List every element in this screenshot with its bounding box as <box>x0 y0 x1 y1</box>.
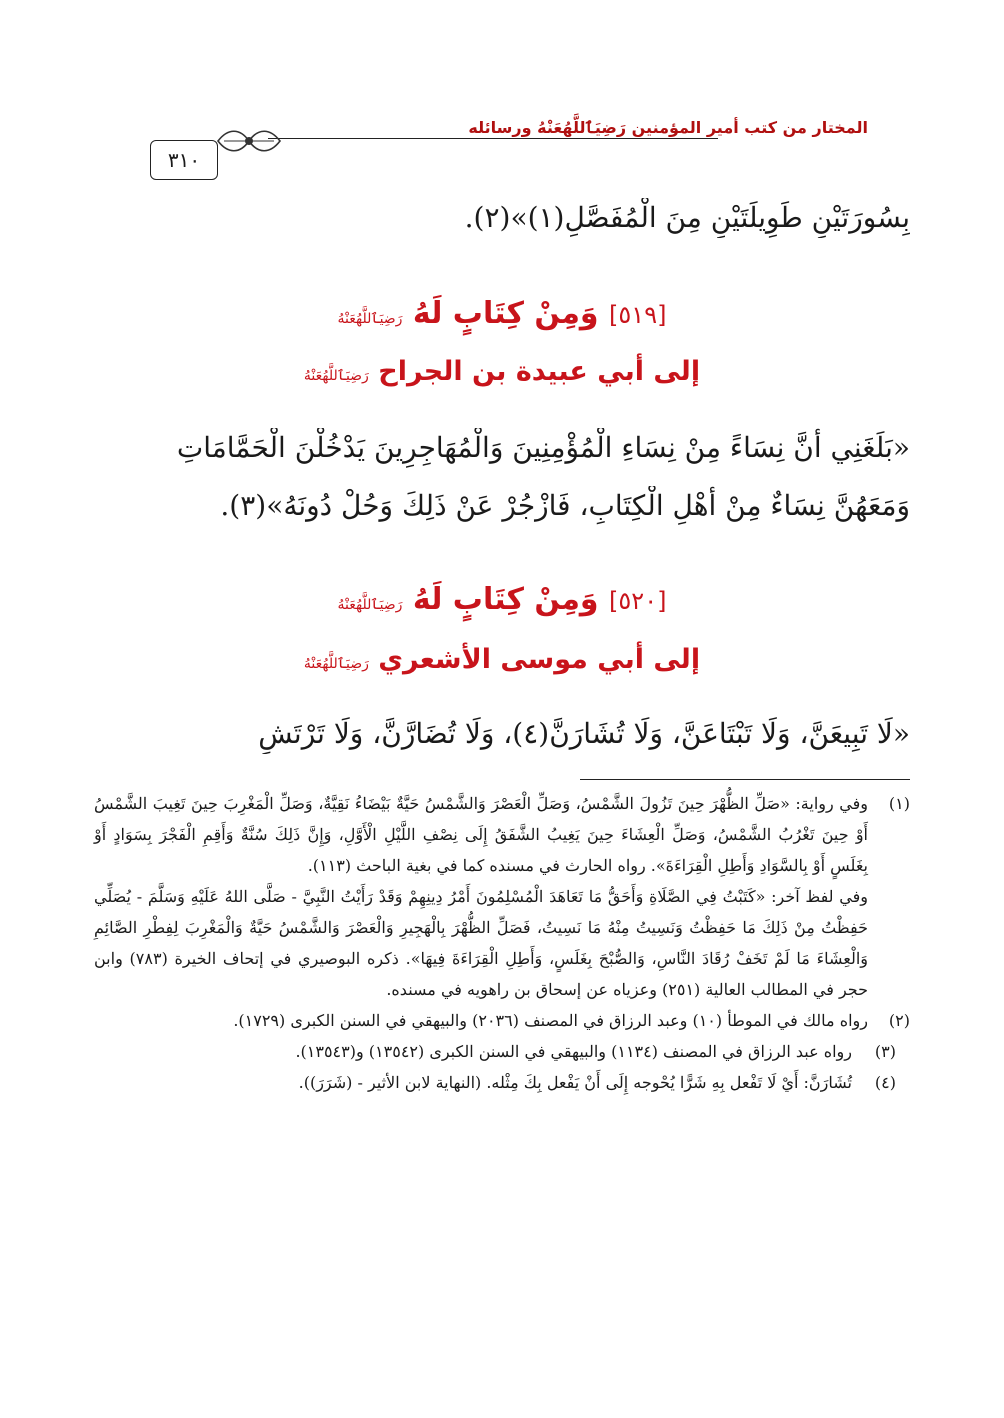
footnote-2 <box>94 1005 910 1036</box>
footnote-1-marker: (١) <box>888 794 910 813</box>
page-number: ٣١٠ <box>150 140 218 180</box>
footnote-1-text: وفي رواية: «صَلِّ الظُّهْرَ حِينَ تَزُولَ الشَّمْسُ، وَصَلِّ الْعَصْرَ وَالشَّمْسُ حَيَّةٌ بَيْضَاءُ نَقِيَّةٌ، وَصَلِّ الْمَغْرِبَ حِينَ تَغِيبَ الشَّمْسُ أَوْ حِينَ تَغْرُبُ الشَّمْسُ، وَصَلِّ الْعِشَاءَ حِينَ يَغِيبُ الشَّفَقُ إِلَى نِصْفِ اللَّيْلِ الْأَوَّلِ، وَإِنَّ ذَلِكَ سُنَّةٌ وَأَقِمِ الْفَجْرَ بِسَوَادٍ أَوْ بِغَلَسٍ أَوْ بِالسَّوَادِ وَأَطِلِ الْقِرَاءَةَ». رواه الحارث في مسنده كما في بغية الباحث (١١٣). <box>94 794 869 875</box>
header-rule <box>268 138 718 139</box>
section-520-title: وَمِنْ كِتَابٍ لَهُ <box>412 582 599 617</box>
text-519-line-1: «بَلَغَنِي أَنَّ نِسَاءً مِنْ نِسَاءِ الْمُؤْمِنِينَ وَالْمُهَاجِرِينَ يَدْخُلْنَ الْحَمَّامَاتِ <box>176 431 910 464</box>
text-line-1-content: بِسُورَتَيْنِ طَوِيلَتَيْنِ مِنَ الْمُفَصَّلِ <box>564 201 910 234</box>
text-line-1 <box>94 198 910 238</box>
section-519-recipient: إلى أبي عبيدة بن الجراح <box>378 356 701 387</box>
footnote-separator <box>580 779 910 780</box>
section-519-recipient-line <box>0 356 1004 387</box>
footnote-1-text-2: وفي لفظ آخر: «كَتَبْتُ فِي الصَّلَاةِ وَأَحَقُّ مَا تَعَاهَدَ الْمُسْلِمُونَ أَمْرُ دِينِهِمْ وَقَدْ رَأَيْتُ النَّبِيَّ - صَلَّى اللهُ عَلَيْهِ وَسَلَّمَ - يُصَلِّي حَفِظْتُ مِنْ ذَلِكَ مَا حَفِظْتُ وَنَسِيتُ مِنْهُ مَا نَسِيتُ، فَصَلِّ الظُّهْرَ بِالْهَجِيرِ وَالْعَصْرَ وَالشَّمْسُ حَيَّةٌ وَالْمَغْرِبَ لِفِطْرِ الصَّائِمِ وَالْعِشَاءَ مَا لَمْ تَخَفْ رُقَادَ النَّاسِ، وَالصُّبْحَ بِغَلَسٍ، وَأَطِلِ الْقِرَاءَةَ فِيهَا». ذكره البوصيري في إتحاف الخيرة (٧٨٣) وابن حجر في المطالب العالية (٢٥١) وعزياه عن إسحاق بن راهويه في مسنده. <box>94 887 869 999</box>
footnotes <box>94 788 910 1098</box>
section-519-heading <box>0 296 1004 331</box>
section-519-number: [٥١٩] <box>609 301 667 329</box>
footnote-1 <box>94 788 910 1005</box>
section-520-heading <box>0 582 1004 617</box>
footnote-2-marker: (٢) <box>888 1011 910 1030</box>
footnote-3-marker: (٣) <box>874 1042 896 1061</box>
text-520-line-1: «لَا تَبِيعَنَّ، وَلَا تَبْتَاعَنَّ، وَلَا تُشَارَنَّ(٤)، وَلَا تُضَارَّنَّ، وَلَا تَرْتَشِ <box>258 717 910 750</box>
text-519-line-2: وَمَعَهُنَّ نِسَاءٌ مِنْ أَهْلِ الْكِتَابِ، فَازْجُرْ عَنْ ذَلِكَ وَحُلْ دُونَهُ»(٣). <box>220 489 910 522</box>
running-header <box>150 118 872 188</box>
section-520-number: [٥٢٠] <box>609 587 667 615</box>
header-title: المختار من كتب أمير المؤمنين رَضِيَٱللَّهُعَنْهُ ورسائله <box>420 118 868 137</box>
footnote-4 <box>94 1067 910 1098</box>
section-519-title: وَمِنْ كِتَابٍ لَهُ <box>412 296 599 331</box>
header-ornament-icon <box>214 126 284 156</box>
footnote-4-text: تُشَارَنَّ: أَيْ لَا تَفْعل بِهِ شَرًّا يُحْوجه إِلَى أَنْ يَفْعل بِكَ مِثْله. (النهاية لابن الأثير - (شَرَرَ)). <box>298 1073 852 1092</box>
section-519-recipient-honorific: رَضِيَٱللَّهُعَنْهُ <box>303 368 369 384</box>
footnote-3 <box>94 1036 910 1067</box>
footnote-3-text: رواه عبد الرزاق في المصنف (١١٣٤) والبيهقي في السنن الكبرى (١٣٥٤٢) و(١٣٥٤٣). <box>295 1042 852 1061</box>
footnote-2-text: رواه مالك في الموطأ (١٠) وعبد الرزاق في المصنف (٢٠٣٦) والبيهقي في السنن الكبرى (١٧٢٩). <box>233 1011 868 1030</box>
section-520-recipient: إلى أبي موسى الأشعري <box>378 644 701 675</box>
section-520-honorific: رَضِيَٱللَّهُعَنْهُ <box>337 597 403 613</box>
footnote-4-marker: (٤) <box>874 1073 896 1092</box>
section-519-honorific: رَضِيَٱللَّهُعَنْهُ <box>337 311 403 327</box>
section-520-recipient-honorific: رَضِيَٱللَّهُعَنْهُ <box>303 656 369 672</box>
footnote-refs-1-2: (١)»(٢). <box>464 201 565 234</box>
section-520-recipient-line <box>0 644 1004 675</box>
